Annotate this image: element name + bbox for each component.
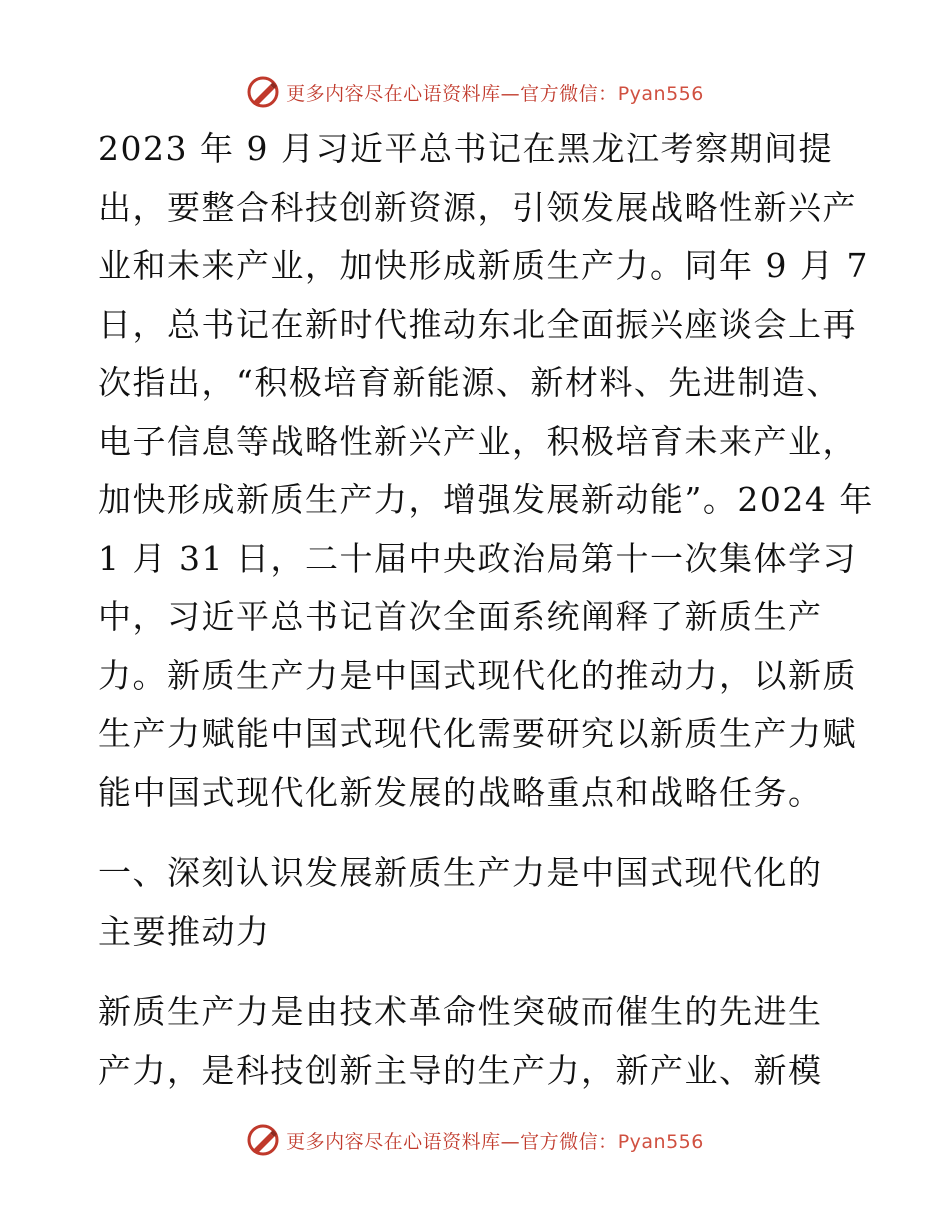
text-line: 产力，是科技创新主导的生产力，新产业、新模 bbox=[98, 1050, 823, 1090]
paragraph-intro bbox=[98, 120, 874, 822]
heading-line: 主要推动力 bbox=[98, 911, 271, 951]
heading-line: 一、深刻认识发展新质生产力是中国式现代化的 bbox=[98, 853, 823, 892]
watermark-dash: — bbox=[500, 1130, 521, 1153]
watermark-text bbox=[286, 1127, 704, 1154]
text-line: 次指出，“积极培育新能源、新材料、先进制造、 bbox=[98, 363, 841, 402]
text-line: 中，习近平总书记首次全面系统阐释了新质生产 bbox=[98, 597, 823, 636]
top-watermark bbox=[0, 72, 950, 112]
watermark-wechat-label: 官方微信： bbox=[520, 82, 618, 105]
text-line: 2023 年 9 月习近平总书记在黑龙江考察期间提 bbox=[98, 129, 833, 168]
watermark-main: 更多内容尽在心语资料库 bbox=[286, 82, 501, 105]
paragraph-body bbox=[98, 983, 858, 1100]
text-line: 生产力赋能中国式现代化需要研究以新质生产力赋 bbox=[98, 714, 857, 753]
text-line: 业和未来产业，加快形成新质生产力。同年 9 月 7 bbox=[98, 246, 869, 285]
watermark-dash: — bbox=[500, 82, 521, 105]
watermark-text bbox=[286, 79, 704, 106]
pen-logo-icon bbox=[246, 1123, 280, 1157]
text-line: 电子信息等战略性新兴产业，积极培育未来产业， bbox=[98, 421, 857, 461]
text-line: 日，总书记在新时代推动东北全面振兴座谈会上再 bbox=[98, 304, 857, 344]
watermark-wechat-id: Pyan556 bbox=[617, 1130, 704, 1153]
text-line: 能中国式现代化新发展的战略重点和战略任务。 bbox=[98, 772, 823, 812]
pen-logo-icon bbox=[246, 75, 280, 109]
text-line: 出，要整合科技创新资源，引领发展战略性新兴产 bbox=[98, 187, 857, 227]
text-line: 力。新质生产力是中国式现代化的推动力，以新质 bbox=[98, 655, 857, 695]
paragraph-gap bbox=[98, 822, 858, 844]
watermark-wechat-label: 官方微信： bbox=[520, 1130, 618, 1153]
section-heading bbox=[98, 844, 858, 961]
bottom-watermark bbox=[0, 1120, 950, 1160]
text-line: 新质生产力是由技术革命性突破而催生的先进生 bbox=[98, 992, 823, 1031]
text-line: 1 月 31 日，二十届中央政治局第十一次集体学习 bbox=[98, 538, 857, 578]
document-body bbox=[98, 120, 874, 1100]
watermark-wechat-id: Pyan556 bbox=[617, 82, 704, 105]
text-line: 加快形成新质生产力，增强发展新动能”。2024 年 bbox=[98, 480, 874, 519]
paragraph-gap bbox=[98, 961, 858, 983]
watermark-main: 更多内容尽在心语资料库 bbox=[286, 1130, 501, 1153]
